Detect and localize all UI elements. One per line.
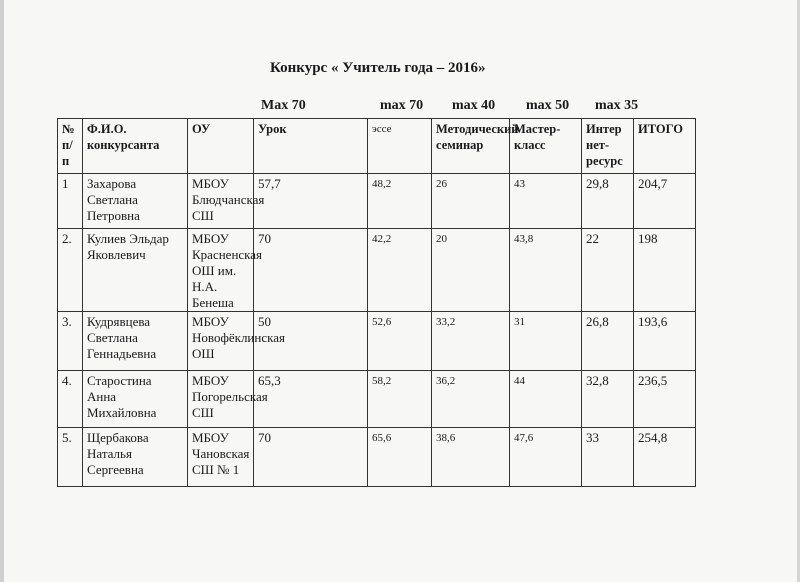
cell-total: 193,6	[634, 312, 696, 371]
cell-school: МБОУ Новофёклинская ОШ	[188, 312, 254, 371]
cell-total: 198	[634, 229, 696, 312]
cell-num: 5.	[58, 428, 83, 487]
cell-school: МБОУ Погорельская СШ	[188, 371, 254, 428]
header-total: ИТОГО	[634, 119, 696, 174]
cell-lesson: 65,3	[254, 371, 368, 428]
table-row	[58, 371, 696, 428]
cell-essay: 48,2	[368, 174, 432, 229]
cell-essay: 52,6	[368, 312, 432, 371]
cell-name: Старостина Анна Михайловна	[83, 371, 188, 428]
cell-internet: 22	[582, 229, 634, 312]
document-title: Конкурс « Учитель года – 2016»	[270, 60, 486, 76]
cell-internet: 29,8	[582, 174, 634, 229]
cell-name: Щербакова Наталья Сергеевна	[83, 428, 188, 487]
cell-seminar: 20	[432, 229, 510, 312]
cell-school: МБОУ Красненская ОШ им. Н.А. Бенеша	[188, 229, 254, 312]
cell-lesson: 50	[254, 312, 368, 371]
results-table	[57, 118, 696, 487]
cell-master: 47,6	[510, 428, 582, 487]
cell-lesson: 70	[254, 428, 368, 487]
cell-name: Захарова Светлана Петровна	[83, 174, 188, 229]
cell-seminar: 26	[432, 174, 510, 229]
cell-internet: 33	[582, 428, 634, 487]
cell-master: 44	[510, 371, 582, 428]
cell-total: 254,8	[634, 428, 696, 487]
cell-name: Кулиев Эльдар Яковлевич	[83, 229, 188, 312]
cell-num: 4.	[58, 371, 83, 428]
header-school: ОУ	[188, 119, 254, 174]
header-master: Мастер-класс	[510, 119, 582, 174]
header-lesson: Урок	[254, 119, 368, 174]
cell-total: 204,7	[634, 174, 696, 229]
table-row	[58, 229, 696, 312]
header-name: Ф.И.О. конкурсанта	[83, 119, 188, 174]
cell-master: 31	[510, 312, 582, 371]
table-row	[58, 428, 696, 487]
cell-seminar: 36,2	[432, 371, 510, 428]
max-master-label: max 50	[526, 98, 570, 113]
cell-internet: 32,8	[582, 371, 634, 428]
cell-num: 3.	[58, 312, 83, 371]
max-lesson-label: Max 70	[261, 98, 306, 113]
table-row	[58, 174, 696, 229]
cell-name: Кудрявцева Светлана Геннадьевна	[83, 312, 188, 371]
cell-seminar: 33,2	[432, 312, 510, 371]
max-essay-label: max 70	[380, 98, 424, 113]
header-internet: Интер нет-ресурс	[582, 119, 634, 174]
page-left-edge	[0, 0, 4, 582]
cell-seminar: 38,6	[432, 428, 510, 487]
cell-lesson: 57,7	[254, 174, 368, 229]
table-header-row	[58, 119, 696, 174]
cell-num: 2.	[58, 229, 83, 312]
cell-master: 43	[510, 174, 582, 229]
cell-school: МБОУ Чановская СШ № 1	[188, 428, 254, 487]
header-num: № п/п	[58, 119, 83, 174]
cell-internet: 26,8	[582, 312, 634, 371]
header-essay: эссе	[368, 119, 432, 174]
cell-lesson: 70	[254, 229, 368, 312]
cell-essay: 58,2	[368, 371, 432, 428]
max-internet-label: max 35	[595, 98, 639, 113]
max-seminar-label: max 40	[452, 98, 496, 113]
cell-school: МБОУ Блюдчанская СШ	[188, 174, 254, 229]
header-seminar: Методический семинар	[432, 119, 510, 174]
cell-num: 1	[58, 174, 83, 229]
cell-essay: 42,2	[368, 229, 432, 312]
cell-essay: 65,6	[368, 428, 432, 487]
table-row	[58, 312, 696, 371]
cell-master: 43,8	[510, 229, 582, 312]
cell-total: 236,5	[634, 371, 696, 428]
